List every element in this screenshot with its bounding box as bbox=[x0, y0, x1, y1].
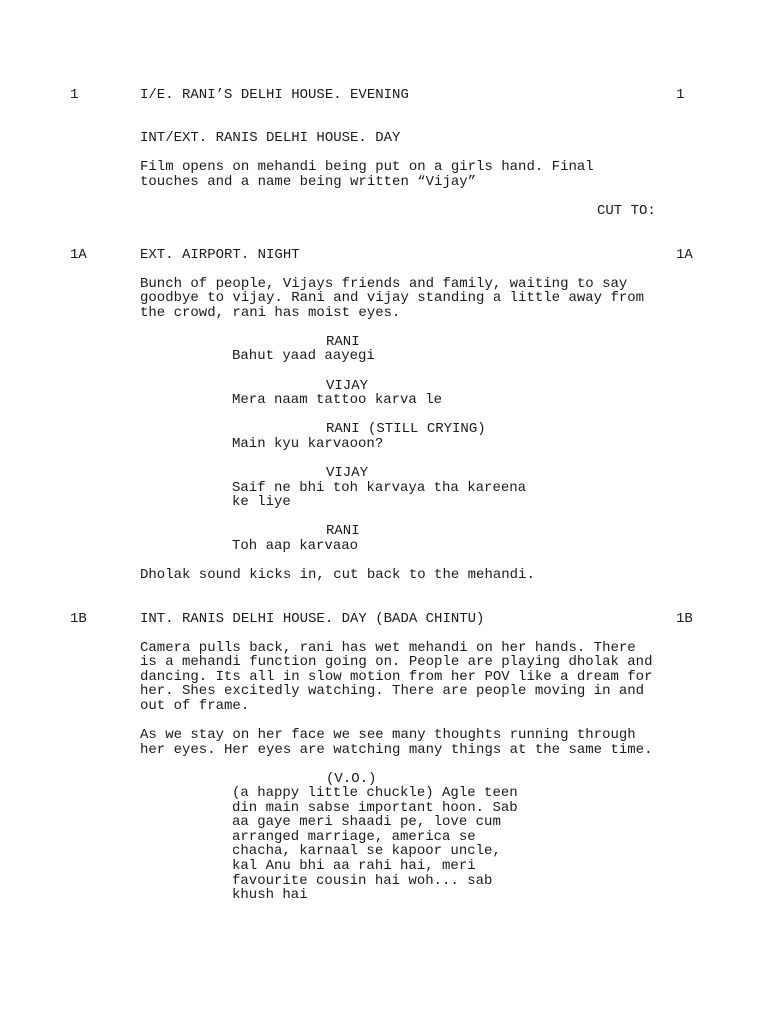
action-line: her eyes. Her eyes are watching many things at the same time. bbox=[140, 742, 653, 758]
dialogue-line: chacha, karnaal se kapoor uncle, bbox=[232, 843, 501, 859]
action-line: out of frame. bbox=[140, 698, 250, 714]
scene-heading: I/E. RANI’S DELHI HOUSE. EVENING bbox=[140, 87, 409, 103]
scene-heading: EXT. AIRPORT. NIGHT bbox=[140, 247, 300, 263]
dialogue-line: arranged marriage, america se bbox=[232, 829, 476, 845]
action-line: touches and a name being written “Vijay” bbox=[140, 174, 477, 190]
transition: CUT TO: bbox=[597, 203, 656, 219]
character-name: RANI bbox=[326, 523, 360, 539]
dialogue-line: Main kyu karvaoon? bbox=[232, 436, 384, 452]
action-line: As we stay on her face we see many thoughts running through bbox=[140, 727, 636, 743]
dialogue-line: din main sabse important hoon. Sab bbox=[232, 800, 518, 816]
scene-heading: INT. RANIS DELHI HOUSE. DAY (BADA CHINTU) bbox=[140, 611, 485, 627]
character-name: RANI bbox=[326, 334, 360, 350]
scene-number-left: 1B bbox=[70, 611, 87, 627]
action-line: her. Shes excitedly watching. There are people moving in and bbox=[140, 683, 645, 699]
dialogue-line: kal Anu bhi aa rahi hai, meri bbox=[232, 858, 476, 874]
dialogue-line: Saif ne bhi toh karvaya tha kareena bbox=[232, 480, 527, 496]
character-name: VIJAY bbox=[326, 465, 369, 481]
scene-number-right: 1 bbox=[676, 87, 685, 103]
action-line: Camera pulls back, rani has wet mehandi on her hands. There bbox=[140, 640, 636, 656]
action-line: Dholak sound kicks in, cut back to the mehandi. bbox=[140, 567, 535, 583]
scene-number-right: 1A bbox=[676, 247, 693, 263]
character-name: (V.O.) bbox=[326, 771, 377, 787]
dialogue-line: Toh aap karvaao bbox=[232, 538, 359, 554]
action-line: goodbye to vijay. Rani and vijay standing a little away from bbox=[140, 290, 645, 306]
dialogue-line: favourite cousin hai woh... sab bbox=[232, 873, 493, 889]
scene-number-left: 1A bbox=[70, 247, 87, 263]
dialogue-line: khush hai bbox=[232, 887, 308, 903]
action-line: Film opens on mehandi being put on a girls hand. Final bbox=[140, 159, 594, 175]
dialogue-line: Bahut yaad aayegi bbox=[232, 348, 375, 364]
character-name: VIJAY bbox=[326, 378, 369, 394]
scene-number-left: 1 bbox=[70, 87, 79, 103]
action-line: Bunch of people, Vijays friends and family, waiting to say bbox=[140, 276, 628, 292]
action-line: the crowd, rani has moist eyes. bbox=[140, 305, 401, 321]
dialogue-line: Mera naam tattoo karva le bbox=[232, 392, 443, 408]
scene-subheading: INT/EXT. RANIS DELHI HOUSE. DAY bbox=[140, 130, 401, 146]
character-name: RANI (STILL CRYING) bbox=[326, 421, 486, 437]
dialogue-line: ke liye bbox=[232, 494, 291, 510]
action-line: is a mehandi function going on. People are playing dholak and bbox=[140, 654, 653, 670]
action-line: dancing. Its all in slow motion from her POV like a dream for bbox=[140, 669, 653, 685]
dialogue-line: (a happy little chuckle) Agle teen bbox=[232, 785, 518, 801]
scene-number-right: 1B bbox=[676, 611, 693, 627]
dialogue-line: aa gaye meri shaadi pe, love cum bbox=[232, 814, 501, 830]
